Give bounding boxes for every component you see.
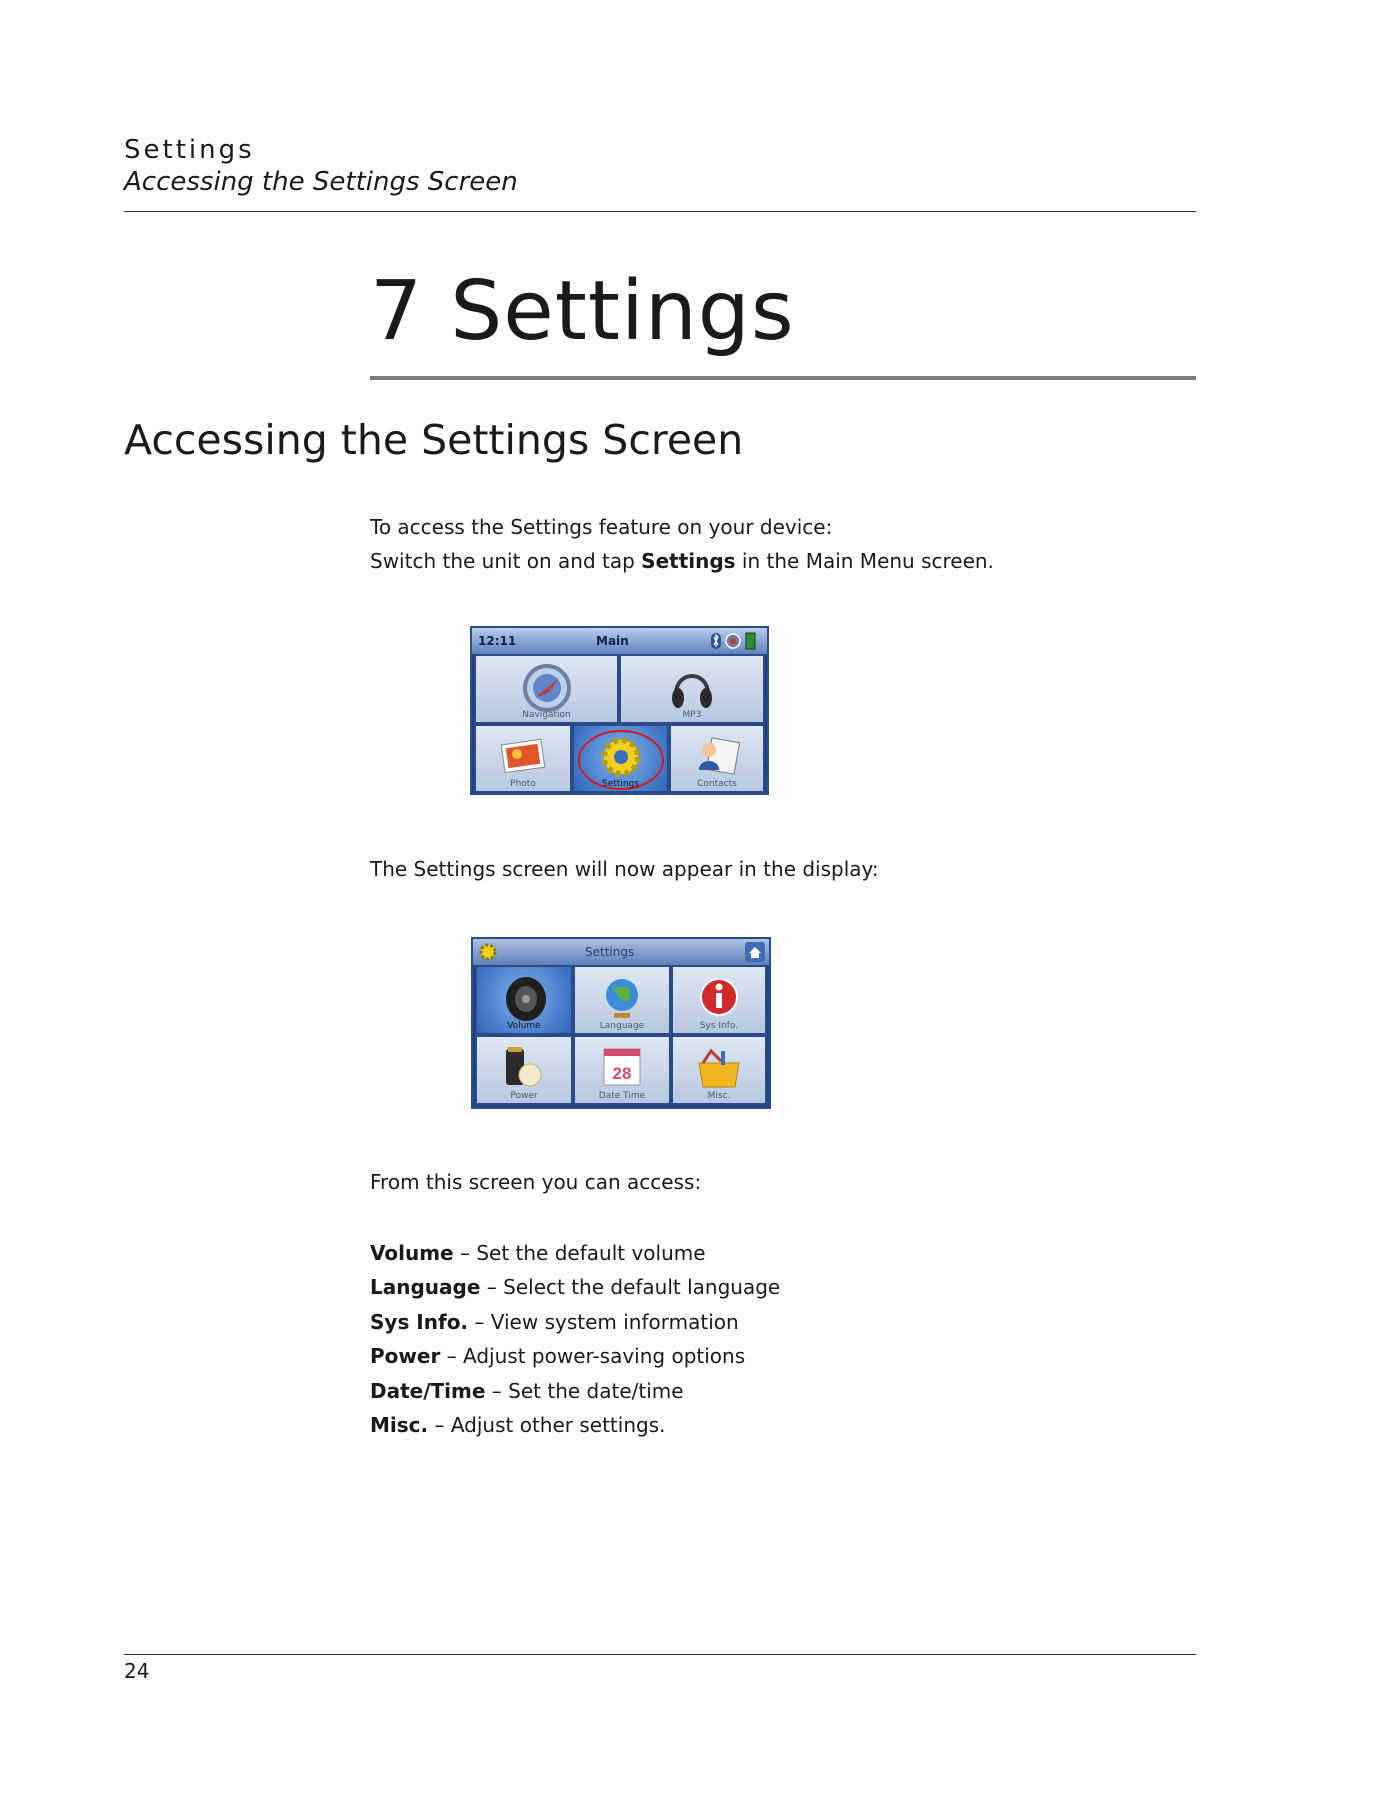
tile-language bbox=[573, 965, 671, 1035]
tile-photo bbox=[474, 724, 572, 793]
running-header-subtitle: Accessing the Settings Screen bbox=[124, 167, 518, 197]
option-term: Date/Time bbox=[370, 1378, 486, 1403]
contacts-icon bbox=[689, 732, 745, 778]
option-term: Sys Info. bbox=[370, 1309, 469, 1334]
photo-icon bbox=[495, 732, 551, 778]
intro-line-1: To access the Settings feature on your device: bbox=[370, 515, 833, 539]
running-header bbox=[124, 134, 1196, 198]
tile-sysinfo bbox=[671, 965, 767, 1035]
list-item bbox=[370, 1374, 780, 1408]
tile-volume bbox=[475, 965, 573, 1035]
footer-divider bbox=[124, 1654, 1196, 1655]
tile-settings bbox=[572, 724, 669, 793]
list-item bbox=[370, 1408, 780, 1442]
option-term: Power bbox=[370, 1344, 441, 1369]
main-menu-title: Main bbox=[596, 634, 629, 648]
intro-line-2 bbox=[370, 548, 994, 574]
main-menu-titlebar bbox=[472, 628, 767, 654]
option-term: Language bbox=[370, 1275, 481, 1300]
speaker-icon bbox=[496, 973, 552, 1023]
settings-title: Settings bbox=[585, 945, 635, 959]
tile-misc bbox=[671, 1035, 767, 1105]
tile-misc-label: Misc. bbox=[707, 1091, 731, 1101]
list-item bbox=[370, 1236, 780, 1270]
headphones-icon bbox=[664, 662, 720, 714]
tile-navigation-label: Navigation bbox=[522, 710, 571, 720]
main-menu-screenshot bbox=[470, 626, 769, 795]
tile-volume-label: Volume bbox=[507, 1021, 541, 1031]
tile-datetime-label: Date Time bbox=[598, 1091, 646, 1101]
tile-mp3-label: MP3 bbox=[682, 710, 702, 720]
access-intro: From this screen you can access: bbox=[370, 1170, 702, 1194]
info-icon bbox=[691, 973, 747, 1023]
chapter-divider bbox=[370, 376, 1196, 380]
calendar-icon bbox=[594, 1043, 650, 1093]
settings-gear-icon bbox=[477, 941, 499, 963]
settings-titlebar bbox=[473, 939, 769, 965]
tile-language-label: Language bbox=[599, 1021, 645, 1031]
tile-navigation bbox=[474, 654, 619, 724]
intro-line-2-bold: Settings bbox=[641, 549, 736, 573]
running-header-title: Settings bbox=[124, 135, 255, 165]
option-term: Misc. bbox=[370, 1413, 429, 1438]
option-desc: – Set the default volume bbox=[453, 1241, 706, 1265]
list-item bbox=[370, 1339, 780, 1373]
tile-sysinfo-label: Sys Info. bbox=[699, 1021, 739, 1031]
options-list bbox=[370, 1236, 780, 1442]
calendar-day: 28 bbox=[612, 1064, 632, 1083]
tile-contacts bbox=[669, 724, 765, 793]
tile-mp3 bbox=[619, 654, 765, 724]
toolbox-icon bbox=[691, 1043, 747, 1093]
option-desc: – Select the default language bbox=[480, 1275, 781, 1300]
chapter-title: 7 Settings bbox=[370, 264, 795, 359]
list-item bbox=[370, 1270, 780, 1304]
option-desc: – View system information bbox=[468, 1309, 739, 1334]
caption-settings: The Settings screen will now appear in the display: bbox=[370, 857, 879, 881]
tile-photo-label: Photo bbox=[510, 779, 536, 789]
option-desc: – Adjust other settings. bbox=[428, 1413, 666, 1438]
settings-screenshot bbox=[471, 937, 771, 1109]
tile-power bbox=[475, 1035, 573, 1105]
intro-line-2-before: Switch the unit on and tap bbox=[370, 549, 642, 573]
intro-line-2-after: in the Main Menu screen. bbox=[735, 549, 994, 573]
option-desc: – Adjust power-saving options bbox=[440, 1344, 746, 1369]
tile-datetime bbox=[573, 1035, 671, 1105]
home-icon bbox=[745, 942, 765, 962]
option-term: Volume bbox=[370, 1241, 454, 1265]
clock: 12:11 bbox=[478, 634, 517, 648]
list-item bbox=[370, 1305, 780, 1339]
tile-settings-label: Settings bbox=[602, 779, 639, 789]
tile-power-label: Power bbox=[510, 1091, 538, 1101]
globe-icon bbox=[594, 973, 650, 1023]
option-desc: – Set the date/time bbox=[485, 1378, 684, 1403]
tile-contacts-label: Contacts bbox=[697, 779, 737, 789]
battery-icon bbox=[496, 1043, 552, 1093]
header-divider bbox=[124, 211, 1196, 212]
section-title: Accessing the Settings Screen bbox=[124, 416, 744, 464]
compass-icon bbox=[519, 662, 575, 714]
page-number: 24 bbox=[124, 1659, 150, 1683]
status-icons bbox=[709, 631, 761, 651]
